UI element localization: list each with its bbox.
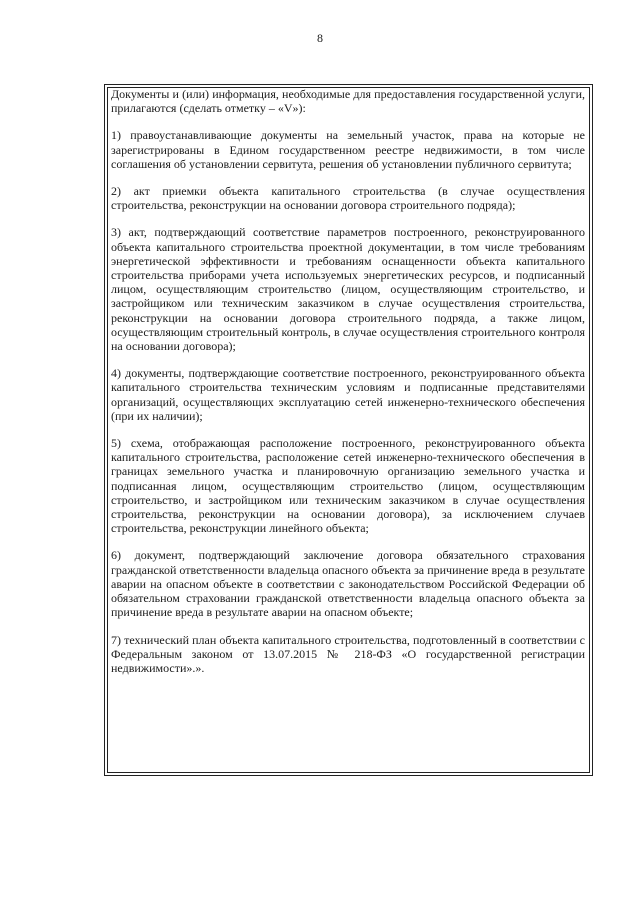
list-item-2: 2) акт приемки объекта капитального строительства (в случае осуществления строительства, реконструкции на основании договора строительного подряда); [111, 184, 585, 213]
list-item-7: 7) технический план объекта капитального строительства, подготовленный в соответствии с Федеральным законом от 13.07.2015 № 218-ФЗ «О государственной регистрации недвижимости».». [111, 632, 585, 675]
intro-paragraph: Документы и (или) информация, необходимые для предоставления государственной услуги, прилагаются (сделать отметку – «V»): [111, 87, 585, 116]
list-item-6: 6) документ, подтверждающий заключение договора обязательного страхования гражданской ответственности владельца опасного объекта за причинение вреда в результате аварии на опасном объекте в соответствии с законодательством Российской Федерации об обязательном страховании гражданской ответственности владельца опасного объекта за причинение вреда в результате аварии на опасном объекте; [111, 548, 585, 620]
list-item-4: 4) документы, подтверждающие соответствие построенного, реконструированного объекта капитального строительства техническим условиям и подписанные представителями организаций, осуществляющих эксплуатацию сетей инженерно-технического обеспечения (при их наличии); [111, 366, 585, 423]
list-item-1: 1) правоустанавливающие документы на земельный участок, права на которые не зарегистрированы в Едином государственном реестре недвижимости, в том числе соглашения об установлении сервитута, решения об установлении публичного сервитута; [111, 128, 585, 171]
document-content [111, 87, 585, 675]
list-item-3: 3) акт, подтверждающий соответствие параметров построенного, реконструированного объекта капитального строительства проектной документации, в том числе требованиям энергетической эффективности и требованиям оснащенности объекта капитального строительства приборами учета используемых энергетических ресурсов, и подписанный лицом, осуществляющим строительство (лицом, осуществляющим строительство, и застройщиком или техническим заказчиком в случае осуществления строительства, реконструкции на основании договора строительного подряда, а также лицом, осуществляющим строительный контроль, в случае осуществления строительного контроля на основании договора); [111, 225, 585, 354]
list-item-5: 5) схема, отображающая расположение построенного, реконструированного объекта капитального строительства, расположение сетей инженерно-технического обеспечения в границах земельного участка и планировочную организацию земельного участка и подписанная лицом, осуществляющим строительство (лицом, осуществляющим строительство, и застройщиком или техническим заказчиком в случае осуществления строительства, реконструкции на основании договора), за исключением случаев строительства, реконструкции линейного объекта; [111, 436, 585, 536]
page-number: 8 [317, 31, 323, 45]
